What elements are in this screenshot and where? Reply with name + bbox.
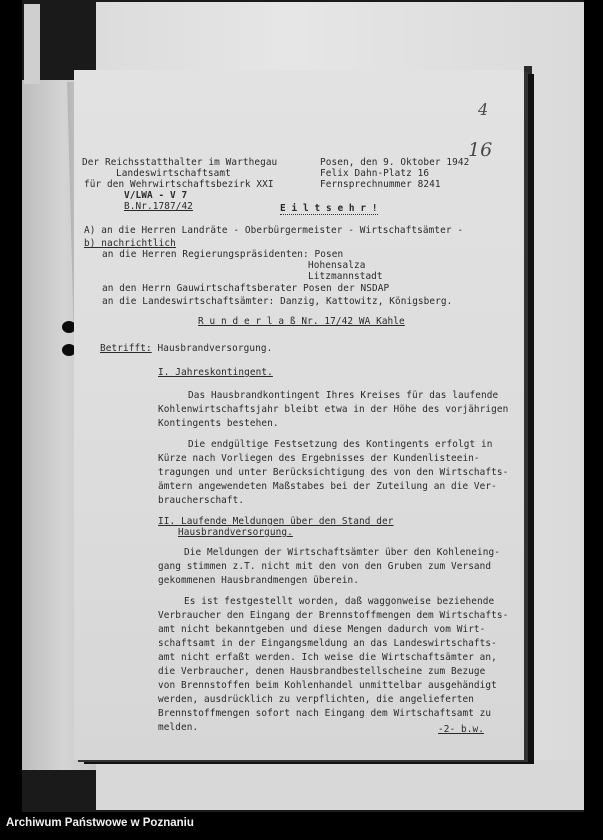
- subject-text: Hausbrandversorgung.: [157, 343, 273, 354]
- subject-line: [100, 343, 272, 354]
- section-2-p2-l8: werden, ausdrücklich zu verpflichten, die angelieferten: [158, 694, 474, 705]
- continuation-note: -2- b.w.: [438, 724, 484, 735]
- circular-title: R u n d e r l a ß Nr. 17/42 WA Kahle: [198, 316, 405, 327]
- subject-label: Betrifft:: [100, 343, 152, 354]
- section-2-p2-l5: amt nicht erfaßt werden. Ich weise die Wirtschaftsämter an,: [158, 652, 497, 663]
- recipients-a: A) an die Herren Landräte - Oberbürgermeister - Wirtschaftsämter -: [84, 225, 464, 236]
- section-2-heading-1: II. Laufende Meldungen über den Stand der: [158, 516, 394, 527]
- section-1-p2-l2: Kürze nach Vorliegen des Ergebnisses der Kundenlisteein-: [158, 453, 480, 464]
- section-2-p2-l7: von Brennstoffen beim Kohlenhandel unmittelbar ausgehändigt: [158, 680, 497, 691]
- page-shadow-edge: [524, 66, 532, 762]
- section-2-p2-l4: schaftsamt in der Eingangsmeldung an das Landeswirtschafts-: [158, 638, 497, 649]
- section-2-heading-2: Hausbrandversorgung.: [178, 527, 293, 538]
- folder-edge: [24, 4, 40, 84]
- section-1-p1-l1: Das Hausbrandkontingent Ihres Kreises für das laufende: [188, 390, 499, 401]
- page-number-pencil: 16: [468, 139, 493, 161]
- bottom-band: [96, 760, 584, 810]
- phone: Fernsprechnummer 8241: [320, 179, 441, 190]
- section-2-p1-l3: gekommenen Hausbrandmengen überein.: [158, 575, 360, 586]
- section-1-p2-l4: ämtern angewendeten Maßstabes bei der Zuteilung an die Ver-: [158, 481, 497, 492]
- corner-pencil-mark: 4: [478, 100, 489, 119]
- section-1-heading: I. Jahreskontingent.: [158, 367, 273, 378]
- section-2-p1-l2: gang stimmen z.T. nicht mit den von den Gruben zum Versand: [158, 561, 492, 572]
- recipients-d: an die Landeswirtschaftsämter: Danzig, Kattowitz, Königsberg.: [102, 296, 453, 307]
- journal-number: B.Nr.1787/42: [124, 201, 193, 212]
- section-1-p1-l2: Kohlenwirtschaftsjahr bleibt etwa in der Höhe des vorjährigen: [158, 404, 509, 415]
- section-2-p2-l1: Es ist festgestellt worden, daß waggonweise beziehende: [184, 596, 495, 607]
- section-2-p1-l1: Die Meldungen der Wirtschaftsämter über den Kohleneing-: [184, 547, 500, 558]
- archive-footer: Archiwum Państwowe w Poznaniu: [6, 817, 194, 829]
- sender-line-2: Landeswirtschaftsamt: [116, 168, 231, 179]
- document-page: [74, 70, 524, 760]
- reference-code: V/LWA - V 7: [124, 190, 188, 201]
- section-2-p2-l2: Verbraucher den Eingang der Brennstoffmengen dem Wirtschafts-: [158, 610, 509, 621]
- sender-line-3: für den Wehrwirtschaftsbezirk XXI: [84, 179, 274, 190]
- recipients-b-city-2: Hohensalza: [308, 260, 366, 271]
- section-1-p2-l3: tragungen und unter Berücksichtigung des von den Wirtschafts-: [158, 467, 509, 478]
- section-1-p2-l1: Die endgültige Festsetzung des Kontingents erfolgt in: [188, 439, 493, 450]
- place-date: Posen, den 9. Oktober 1942: [320, 157, 470, 168]
- section-1-p1-l3: Kontingents bestehen.: [158, 418, 279, 429]
- section-2-p2-l3: amt nicht bekanntgeben und diese Mengen dadurch vom Wirt-: [158, 624, 486, 635]
- recipients-b-text: b) nachrichtlich: [84, 238, 176, 249]
- section-1-p2-l5: braucherschaft.: [158, 495, 245, 506]
- recipients-b-label: [84, 238, 176, 249]
- recipients-b-line: an die Herren Regierungspräsidenten: Posen: [102, 249, 344, 260]
- section-2-p2-l10: melden.: [158, 722, 199, 733]
- recipients-c: an den Herrn Gauwirtschaftsberater Posen der NSDAP: [102, 283, 390, 294]
- address: Felix Dahn-Platz 16: [320, 168, 430, 179]
- section-2-p2-l6: die Verbraucher, denen Hausbrandbestellscheine zum Bezuge: [158, 666, 486, 677]
- sender-line-1: Der Reichsstatthalter im Warthegau: [82, 157, 278, 168]
- urgency-note: E i l t s e h r !: [280, 203, 378, 214]
- section-2-p2-l9: Brennstoffmengen sofort nach Eingang dem Wirtschaftsamt zu: [158, 708, 492, 719]
- recipients-b-city-3: Litzmannstadt: [308, 271, 383, 282]
